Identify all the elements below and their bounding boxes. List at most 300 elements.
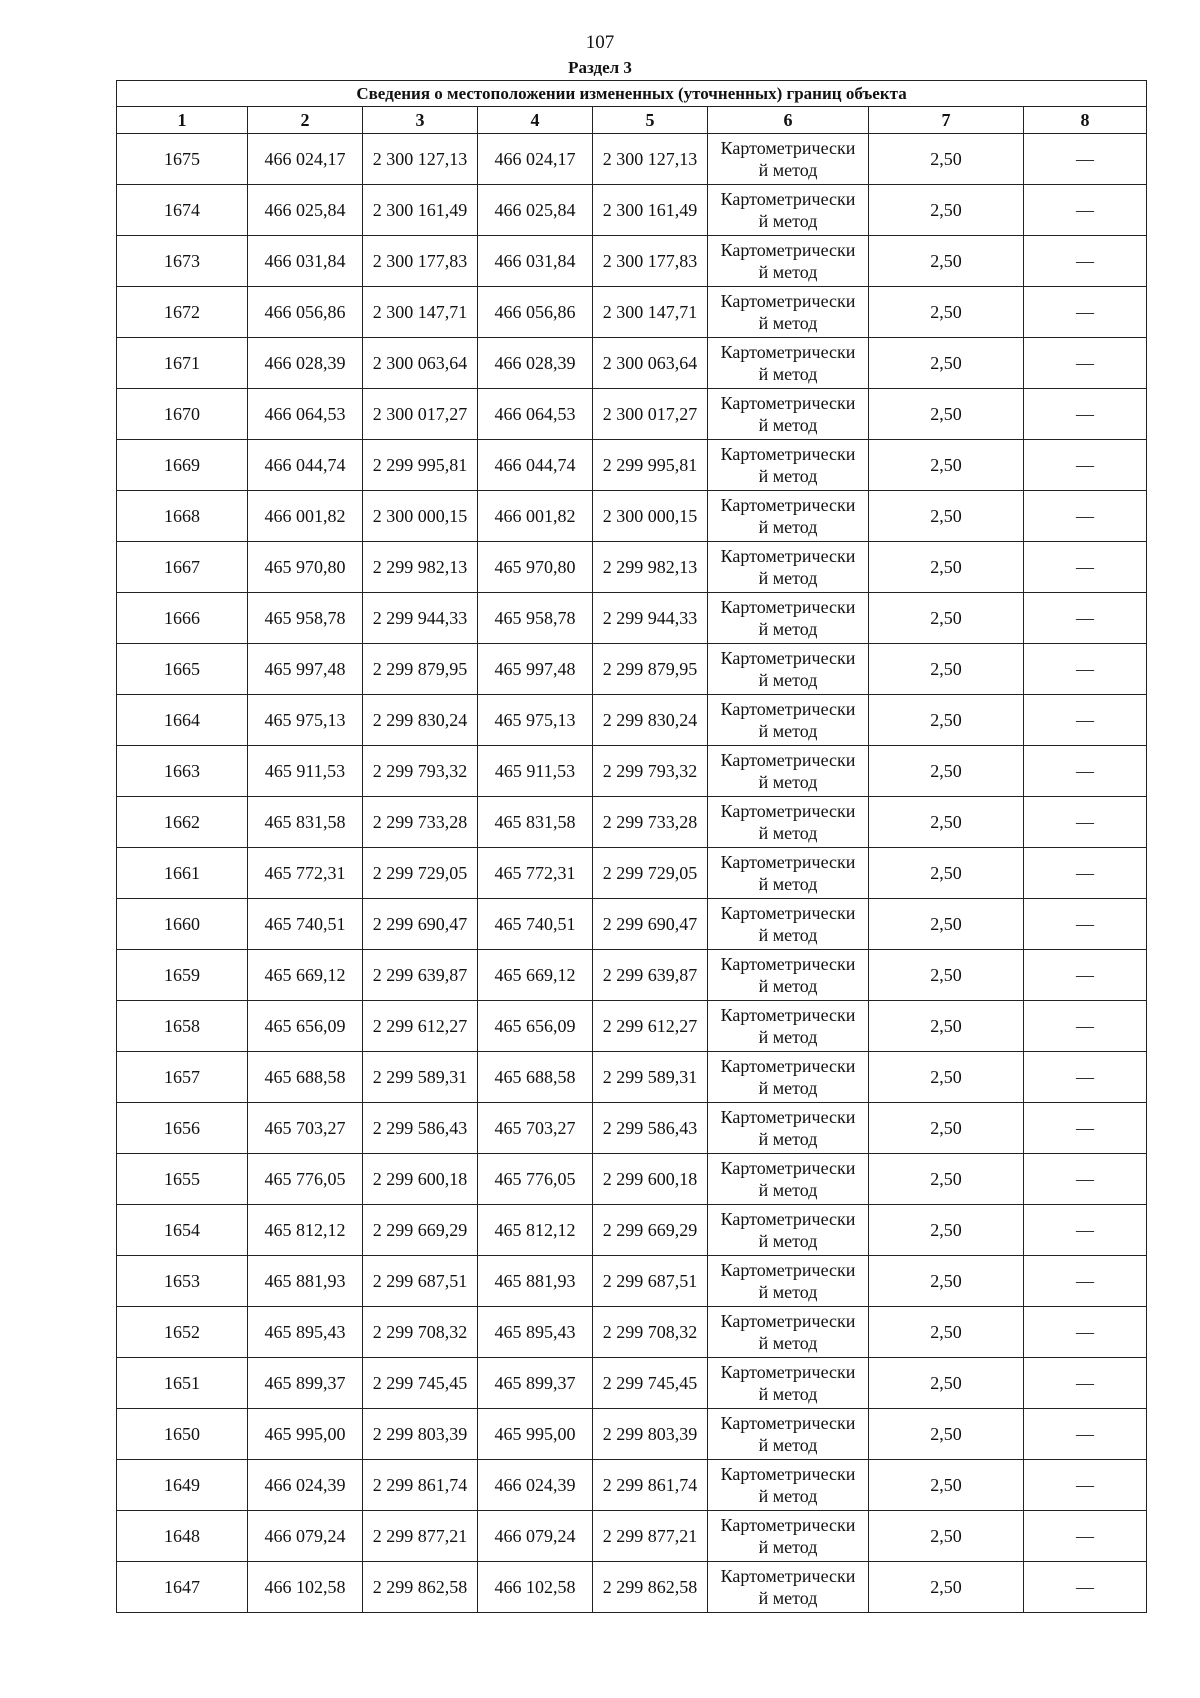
point-number-cell: 1666: [117, 593, 248, 644]
y-coordinate-old-cell: 2 299 861,74: [363, 1460, 478, 1511]
column-header: 1: [117, 107, 248, 134]
method-cell: [708, 491, 869, 542]
y-coordinate-new-cell: 2 299 803,39: [593, 1409, 708, 1460]
table-body: [117, 134, 1147, 1613]
note-cell: —: [1024, 593, 1147, 644]
note-cell: —: [1024, 1154, 1147, 1205]
column-header: 7: [869, 107, 1024, 134]
note-cell: —: [1024, 338, 1147, 389]
point-number-cell: 1675: [117, 134, 248, 185]
point-number-cell: 1656: [117, 1103, 248, 1154]
note-cell: —: [1024, 1562, 1147, 1613]
method-text-line2: й метод: [758, 1384, 818, 1404]
point-number-cell: 1652: [117, 1307, 248, 1358]
point-number-cell: 1672: [117, 287, 248, 338]
method-text-line1: Картометрически: [720, 1413, 856, 1433]
note-cell: —: [1024, 1409, 1147, 1460]
x-coordinate-old-cell: 465 997,48: [248, 644, 363, 695]
method-cell: [708, 1103, 869, 1154]
x-coordinate-new-cell: 466 031,84: [478, 236, 593, 287]
y-coordinate-old-cell: 2 300 000,15: [363, 491, 478, 542]
method-cell: [708, 1307, 869, 1358]
accuracy-cell: 2,50: [869, 389, 1024, 440]
accuracy-cell: 2,50: [869, 1205, 1024, 1256]
x-coordinate-new-cell: 466 025,84: [478, 185, 593, 236]
accuracy-cell: 2,50: [869, 746, 1024, 797]
method-text-line2: й метод: [758, 313, 818, 333]
point-number-cell: 1648: [117, 1511, 248, 1562]
note-cell: —: [1024, 491, 1147, 542]
table-row: [117, 236, 1147, 287]
note-cell: —: [1024, 134, 1147, 185]
note-cell: —: [1024, 440, 1147, 491]
column-header-row: [117, 107, 1147, 134]
point-number-cell: 1668: [117, 491, 248, 542]
x-coordinate-new-cell: 465 776,05: [478, 1154, 593, 1205]
method-text-line2: й метод: [758, 976, 818, 996]
point-number-cell: 1651: [117, 1358, 248, 1409]
accuracy-cell: 2,50: [869, 1409, 1024, 1460]
table-row: [117, 1358, 1147, 1409]
method-text-line1: Картометрически: [720, 495, 856, 515]
table-row: [117, 797, 1147, 848]
method-text-line2: й метод: [758, 721, 818, 741]
method-text-line1: Картометрически: [720, 291, 856, 311]
accuracy-cell: 2,50: [869, 1562, 1024, 1613]
x-coordinate-new-cell: 465 812,12: [478, 1205, 593, 1256]
x-coordinate-new-cell: 466 102,58: [478, 1562, 593, 1613]
method-text-line1: Картометрически: [720, 852, 856, 872]
point-number-cell: 1670: [117, 389, 248, 440]
accuracy-cell: 2,50: [869, 695, 1024, 746]
method-cell: [708, 1001, 869, 1052]
method-cell: [708, 1205, 869, 1256]
note-cell: —: [1024, 644, 1147, 695]
x-coordinate-old-cell: 465 669,12: [248, 950, 363, 1001]
table-caption: Сведения о местоположении измененных (уточненных) границ объекта: [117, 81, 1147, 107]
point-number-cell: 1667: [117, 542, 248, 593]
table-row: [117, 542, 1147, 593]
method-text-line2: й метод: [758, 364, 818, 384]
method-text-line1: Картометрически: [720, 1311, 856, 1331]
x-coordinate-old-cell: 465 899,37: [248, 1358, 363, 1409]
table-row: [117, 746, 1147, 797]
note-cell: —: [1024, 1052, 1147, 1103]
x-coordinate-old-cell: 465 975,13: [248, 695, 363, 746]
method-cell: [708, 287, 869, 338]
x-coordinate-new-cell: 465 899,37: [478, 1358, 593, 1409]
method-text-line2: й метод: [758, 160, 818, 180]
method-cell: [708, 1358, 869, 1409]
method-cell: [708, 440, 869, 491]
table-row: [117, 1154, 1147, 1205]
point-number-cell: 1664: [117, 695, 248, 746]
column-header: 3: [363, 107, 478, 134]
y-coordinate-old-cell: 2 300 017,27: [363, 389, 478, 440]
method-cell: [708, 950, 869, 1001]
y-coordinate-new-cell: 2 300 000,15: [593, 491, 708, 542]
x-coordinate-old-cell: 465 703,27: [248, 1103, 363, 1154]
y-coordinate-old-cell: 2 299 803,39: [363, 1409, 478, 1460]
page-number: 107: [585, 32, 615, 53]
method-text-line1: Картометрически: [720, 189, 856, 209]
x-coordinate-new-cell: 465 911,53: [478, 746, 593, 797]
y-coordinate-new-cell: 2 300 017,27: [593, 389, 708, 440]
accuracy-cell: 2,50: [869, 1256, 1024, 1307]
accuracy-cell: 2,50: [869, 491, 1024, 542]
method-text-line1: Картометрически: [720, 1158, 856, 1178]
x-coordinate-new-cell: 466 044,74: [478, 440, 593, 491]
y-coordinate-new-cell: 2 299 982,13: [593, 542, 708, 593]
y-coordinate-old-cell: 2 299 944,33: [363, 593, 478, 644]
x-coordinate-new-cell: 466 064,53: [478, 389, 593, 440]
method-text-line2: й метод: [758, 1333, 818, 1353]
x-coordinate-new-cell: 465 688,58: [478, 1052, 593, 1103]
method-text-line2: й метод: [758, 1537, 818, 1557]
y-coordinate-new-cell: 2 299 877,21: [593, 1511, 708, 1562]
point-number-cell: 1674: [117, 185, 248, 236]
accuracy-cell: 2,50: [869, 236, 1024, 287]
point-number-cell: 1659: [117, 950, 248, 1001]
method-text-line2: й метод: [758, 1027, 818, 1047]
table-row: [117, 1562, 1147, 1613]
table-row: [117, 1103, 1147, 1154]
point-number-cell: 1660: [117, 899, 248, 950]
table-row: [117, 1409, 1147, 1460]
accuracy-cell: 2,50: [869, 593, 1024, 644]
y-coordinate-old-cell: 2 300 177,83: [363, 236, 478, 287]
method-text-line1: Картометрически: [720, 342, 856, 362]
y-coordinate-new-cell: 2 299 861,74: [593, 1460, 708, 1511]
y-coordinate-old-cell: 2 299 830,24: [363, 695, 478, 746]
method-cell: [708, 134, 869, 185]
y-coordinate-old-cell: 2 299 600,18: [363, 1154, 478, 1205]
y-coordinate-new-cell: 2 299 995,81: [593, 440, 708, 491]
table-row: [117, 1001, 1147, 1052]
point-number-cell: 1662: [117, 797, 248, 848]
table-row: [117, 389, 1147, 440]
table-row: [117, 695, 1147, 746]
table-row: [117, 1052, 1147, 1103]
accuracy-cell: 2,50: [869, 1460, 1024, 1511]
x-coordinate-old-cell: 465 831,58: [248, 797, 363, 848]
x-coordinate-new-cell: 465 772,31: [478, 848, 593, 899]
method-text-line2: й метод: [758, 874, 818, 894]
x-coordinate-old-cell: 465 895,43: [248, 1307, 363, 1358]
x-coordinate-old-cell: 465 656,09: [248, 1001, 363, 1052]
table-row: [117, 593, 1147, 644]
y-coordinate-old-cell: 2 299 793,32: [363, 746, 478, 797]
method-cell: [708, 1154, 869, 1205]
y-coordinate-old-cell: 2 300 127,13: [363, 134, 478, 185]
note-cell: —: [1024, 899, 1147, 950]
table-row: [117, 1511, 1147, 1562]
x-coordinate-old-cell: 465 688,58: [248, 1052, 363, 1103]
y-coordinate-old-cell: 2 299 862,58: [363, 1562, 478, 1613]
y-coordinate-new-cell: 2 299 589,31: [593, 1052, 708, 1103]
note-cell: —: [1024, 695, 1147, 746]
method-text-line1: Картометрически: [720, 444, 856, 464]
y-coordinate-old-cell: 2 299 879,95: [363, 644, 478, 695]
method-text-line1: Картометрически: [720, 1056, 856, 1076]
method-text-line2: й метод: [758, 1282, 818, 1302]
point-number-cell: 1671: [117, 338, 248, 389]
method-text-line2: й метод: [758, 925, 818, 945]
table-row: [117, 950, 1147, 1001]
x-coordinate-old-cell: 466 102,58: [248, 1562, 363, 1613]
method-cell: [708, 338, 869, 389]
table-row: [117, 848, 1147, 899]
y-coordinate-new-cell: 2 299 639,87: [593, 950, 708, 1001]
x-coordinate-new-cell: 465 975,13: [478, 695, 593, 746]
x-coordinate-old-cell: 466 024,39: [248, 1460, 363, 1511]
method-cell: [708, 185, 869, 236]
note-cell: —: [1024, 1205, 1147, 1256]
table-row: [117, 134, 1147, 185]
accuracy-cell: 2,50: [869, 542, 1024, 593]
y-coordinate-new-cell: 2 300 127,13: [593, 134, 708, 185]
method-text-line2: й метод: [758, 517, 818, 537]
y-coordinate-old-cell: 2 299 589,31: [363, 1052, 478, 1103]
y-coordinate-old-cell: 2 299 586,43: [363, 1103, 478, 1154]
x-coordinate-old-cell: 466 025,84: [248, 185, 363, 236]
method-text-line2: й метод: [758, 670, 818, 690]
accuracy-cell: 2,50: [869, 644, 1024, 695]
x-coordinate-old-cell: 466 044,74: [248, 440, 363, 491]
method-text-line2: й метод: [758, 211, 818, 231]
note-cell: —: [1024, 848, 1147, 899]
y-coordinate-old-cell: 2 299 877,21: [363, 1511, 478, 1562]
y-coordinate-old-cell: 2 299 639,87: [363, 950, 478, 1001]
method-text-line2: й метод: [758, 619, 818, 639]
y-coordinate-old-cell: 2 300 063,64: [363, 338, 478, 389]
note-cell: —: [1024, 1358, 1147, 1409]
accuracy-cell: 2,50: [869, 848, 1024, 899]
y-coordinate-old-cell: 2 299 745,45: [363, 1358, 478, 1409]
point-number-cell: 1649: [117, 1460, 248, 1511]
accuracy-cell: 2,50: [869, 1511, 1024, 1562]
method-text-line1: Картометрически: [720, 699, 856, 719]
method-text-line1: Картометрически: [720, 393, 856, 413]
method-text-line1: Картометрически: [720, 648, 856, 668]
note-cell: —: [1024, 1001, 1147, 1052]
y-coordinate-old-cell: 2 299 982,13: [363, 542, 478, 593]
x-coordinate-old-cell: 465 772,31: [248, 848, 363, 899]
x-coordinate-old-cell: 465 776,05: [248, 1154, 363, 1205]
x-coordinate-old-cell: 466 001,82: [248, 491, 363, 542]
column-header: 8: [1024, 107, 1147, 134]
accuracy-cell: 2,50: [869, 1358, 1024, 1409]
accuracy-cell: 2,50: [869, 1001, 1024, 1052]
x-coordinate-new-cell: 465 656,09: [478, 1001, 593, 1052]
method-cell: [708, 695, 869, 746]
table-row: [117, 899, 1147, 950]
column-header: 6: [708, 107, 869, 134]
method-cell: [708, 644, 869, 695]
table-row: [117, 491, 1147, 542]
method-cell: [708, 1511, 869, 1562]
y-coordinate-old-cell: 2 300 147,71: [363, 287, 478, 338]
method-text-line2: й метод: [758, 1435, 818, 1455]
accuracy-cell: 2,50: [869, 338, 1024, 389]
method-text-line1: Картометрически: [720, 954, 856, 974]
y-coordinate-new-cell: 2 299 793,32: [593, 746, 708, 797]
note-cell: —: [1024, 287, 1147, 338]
method-text-line1: Картометрически: [720, 597, 856, 617]
column-header: 2: [248, 107, 363, 134]
method-cell: [708, 389, 869, 440]
x-coordinate-new-cell: 465 997,48: [478, 644, 593, 695]
method-cell: [708, 746, 869, 797]
method-text-line1: Картометрически: [720, 1515, 856, 1535]
point-number-cell: 1647: [117, 1562, 248, 1613]
x-coordinate-new-cell: 466 024,39: [478, 1460, 593, 1511]
point-number-cell: 1650: [117, 1409, 248, 1460]
x-coordinate-old-cell: 465 881,93: [248, 1256, 363, 1307]
y-coordinate-new-cell: 2 299 687,51: [593, 1256, 708, 1307]
table-row: [117, 1460, 1147, 1511]
method-text-line2: й метод: [758, 1588, 818, 1608]
note-cell: —: [1024, 1307, 1147, 1358]
method-text-line2: й метод: [758, 1078, 818, 1098]
x-coordinate-old-cell: 466 064,53: [248, 389, 363, 440]
accuracy-cell: 2,50: [869, 287, 1024, 338]
x-coordinate-old-cell: 465 740,51: [248, 899, 363, 950]
note-cell: —: [1024, 1103, 1147, 1154]
point-number-cell: 1653: [117, 1256, 248, 1307]
method-text-line2: й метод: [758, 262, 818, 282]
accuracy-cell: 2,50: [869, 1307, 1024, 1358]
y-coordinate-new-cell: 2 299 708,32: [593, 1307, 708, 1358]
method-cell: [708, 542, 869, 593]
method-text-line1: Картометрически: [720, 1362, 856, 1382]
method-text-line1: Картометрически: [720, 138, 856, 158]
table-row: [117, 185, 1147, 236]
y-coordinate-new-cell: 2 299 733,28: [593, 797, 708, 848]
method-cell: [708, 1409, 869, 1460]
y-coordinate-old-cell: 2 300 161,49: [363, 185, 478, 236]
table-row: [117, 644, 1147, 695]
point-number-cell: 1658: [117, 1001, 248, 1052]
section-title: Раздел 3: [568, 58, 632, 77]
x-coordinate-new-cell: 465 970,80: [478, 542, 593, 593]
note-cell: —: [1024, 1256, 1147, 1307]
x-coordinate-new-cell: 465 995,00: [478, 1409, 593, 1460]
y-coordinate-new-cell: 2 300 161,49: [593, 185, 708, 236]
method-text-line1: Картометрически: [720, 1005, 856, 1025]
y-coordinate-new-cell: 2 299 729,05: [593, 848, 708, 899]
x-coordinate-new-cell: 466 024,17: [478, 134, 593, 185]
y-coordinate-old-cell: 2 299 708,32: [363, 1307, 478, 1358]
method-text-line1: Картометрически: [720, 1464, 856, 1484]
note-cell: —: [1024, 746, 1147, 797]
x-coordinate-old-cell: 466 031,84: [248, 236, 363, 287]
method-cell: [708, 1052, 869, 1103]
y-coordinate-new-cell: 2 299 944,33: [593, 593, 708, 644]
x-coordinate-new-cell: 465 958,78: [478, 593, 593, 644]
method-text-line2: й метод: [758, 1129, 818, 1149]
y-coordinate-new-cell: 2 300 147,71: [593, 287, 708, 338]
method-text-line1: Картометрически: [720, 903, 856, 923]
accuracy-cell: 2,50: [869, 1154, 1024, 1205]
point-number-cell: 1669: [117, 440, 248, 491]
note-cell: —: [1024, 542, 1147, 593]
table-row: [117, 1205, 1147, 1256]
coordinates-table: [116, 80, 1147, 1613]
method-text-line2: й метод: [758, 415, 818, 435]
table-row: [117, 1256, 1147, 1307]
accuracy-cell: 2,50: [869, 1052, 1024, 1103]
y-coordinate-old-cell: 2 299 669,29: [363, 1205, 478, 1256]
table-row: [117, 338, 1147, 389]
method-cell: [708, 593, 869, 644]
accuracy-cell: 2,50: [869, 797, 1024, 848]
x-coordinate-old-cell: 465 958,78: [248, 593, 363, 644]
x-coordinate-new-cell: 466 079,24: [478, 1511, 593, 1562]
table-row: [117, 287, 1147, 338]
y-coordinate-new-cell: 2 299 830,24: [593, 695, 708, 746]
x-coordinate-old-cell: 465 970,80: [248, 542, 363, 593]
method-text-line2: й метод: [758, 466, 818, 486]
accuracy-cell: 2,50: [869, 899, 1024, 950]
x-coordinate-old-cell: 466 056,86: [248, 287, 363, 338]
method-text-line1: Картометрически: [720, 240, 856, 260]
method-text-line2: й метод: [758, 1231, 818, 1251]
note-cell: —: [1024, 389, 1147, 440]
table-row: [117, 440, 1147, 491]
method-text-line1: Картометрически: [720, 750, 856, 770]
note-cell: —: [1024, 797, 1147, 848]
x-coordinate-new-cell: 465 740,51: [478, 899, 593, 950]
x-coordinate-old-cell: 466 028,39: [248, 338, 363, 389]
method-text-line1: Картометрически: [720, 546, 856, 566]
method-text-line2: й метод: [758, 1180, 818, 1200]
y-coordinate-old-cell: 2 299 729,05: [363, 848, 478, 899]
x-coordinate-old-cell: 465 995,00: [248, 1409, 363, 1460]
point-number-cell: 1657: [117, 1052, 248, 1103]
accuracy-cell: 2,50: [869, 1103, 1024, 1154]
x-coordinate-old-cell: 466 024,17: [248, 134, 363, 185]
x-coordinate-new-cell: 466 028,39: [478, 338, 593, 389]
x-coordinate-new-cell: 465 669,12: [478, 950, 593, 1001]
method-cell: [708, 1256, 869, 1307]
note-cell: —: [1024, 185, 1147, 236]
method-text-line2: й метод: [758, 823, 818, 843]
method-text-line1: Картометрически: [720, 801, 856, 821]
x-coordinate-new-cell: 465 881,93: [478, 1256, 593, 1307]
y-coordinate-old-cell: 2 299 687,51: [363, 1256, 478, 1307]
y-coordinate-new-cell: 2 299 690,47: [593, 899, 708, 950]
note-cell: —: [1024, 236, 1147, 287]
method-text-line1: Картометрически: [720, 1209, 856, 1229]
point-number-cell: 1663: [117, 746, 248, 797]
x-coordinate-new-cell: 466 056,86: [478, 287, 593, 338]
x-coordinate-new-cell: 465 831,58: [478, 797, 593, 848]
method-text-line1: Картометрически: [720, 1107, 856, 1127]
method-cell: [708, 236, 869, 287]
point-number-cell: 1654: [117, 1205, 248, 1256]
method-cell: [708, 899, 869, 950]
y-coordinate-new-cell: 2 299 669,29: [593, 1205, 708, 1256]
y-coordinate-old-cell: 2 299 690,47: [363, 899, 478, 950]
method-text-line1: Картометрически: [720, 1566, 856, 1586]
y-coordinate-new-cell: 2 299 612,27: [593, 1001, 708, 1052]
point-number-cell: 1673: [117, 236, 248, 287]
x-coordinate-old-cell: 465 812,12: [248, 1205, 363, 1256]
y-coordinate-new-cell: 2 299 586,43: [593, 1103, 708, 1154]
y-coordinate-new-cell: 2 299 600,18: [593, 1154, 708, 1205]
method-text-line1: Картометрически: [720, 1260, 856, 1280]
